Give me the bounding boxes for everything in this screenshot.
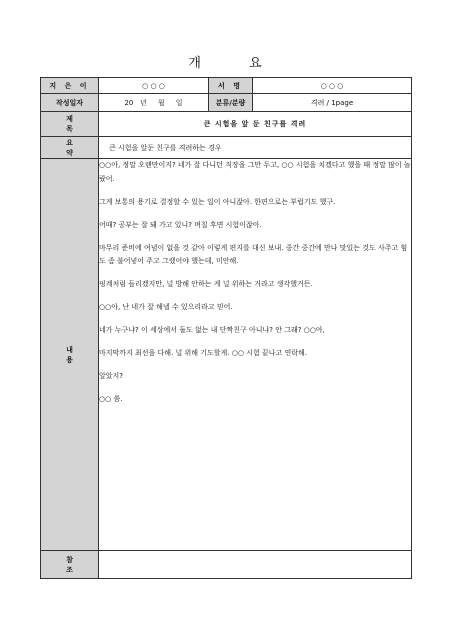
date-row	[41, 94, 412, 112]
summary-row	[41, 137, 412, 159]
subject-label: 제 목	[41, 112, 99, 137]
letter-paragraph: ○○아, 난 네가 잘 해낼 수 있으리라고 믿어.	[99, 303, 233, 311]
letter-paragraph: 어때? 공부는 잘 돼 가고 있니? 며칠 후면 시험이잖아.	[99, 220, 262, 229]
signature-label: 서 명	[209, 78, 253, 94]
overview-form	[40, 77, 412, 579]
content-label: 내 용	[41, 159, 99, 551]
letter-paragraph: ○○아, 정말 오랜만이지? 네가 잘 다니던 직장을 그만 두고, ○○ 시험을 치겠다고 했을 때 정말 많이 놀랐어.	[99, 161, 411, 183]
reference-value	[99, 551, 412, 579]
date-written-value: 20 년 월 일	[99, 94, 209, 112]
letter-paragraph: 핑계처럼 들리겠지만, 널 방해 안하는 게 널 위하는 거라고 생각했거든.	[99, 280, 313, 288]
category-label: 분류/분량	[209, 94, 253, 112]
subject-row	[41, 112, 412, 137]
subject-value: 큰 시험을 앞 둔 친구를 격려	[99, 112, 412, 137]
summary-label: 요 약	[41, 137, 99, 159]
letter-paragraph: 알았지?	[99, 372, 124, 380]
date-written-label: 작성일자	[41, 94, 99, 112]
author-value: ○ ○ ○	[99, 78, 209, 94]
category-value: 격려 / 1page	[253, 94, 412, 112]
letter-paragraph: 그게 보통의 용기로 결정할 수 있는 일이 아니잖아. 한편으로는 부럽기도 했구.	[99, 197, 336, 206]
summary-value: 큰 시험을 앞둔 친구를 격려하는 경우	[99, 137, 412, 159]
author-label: 지 은 이	[41, 78, 99, 94]
reference-label: 참 조	[41, 551, 99, 579]
letter-paragraph: ○○ 씀.	[99, 395, 123, 403]
page-title: 개 요	[188, 56, 284, 71]
content-row	[41, 159, 412, 551]
reference-row	[41, 551, 412, 579]
letter-paragraph: 마무리 준비에 여념이 없을 것 같아 이렇게 편지를 대신 보내. 중간 중간에 만나 맛있는 것도 사주고 힘도 좀 불어넣어 주고 그랬어야 했는데, 미안해.	[99, 243, 408, 265]
signature-value: ○ ○ ○	[253, 78, 412, 94]
letter-body	[99, 159, 412, 551]
letter-paragraph: 마지막까지 최선을 다해. 널 위해 기도할게. ○○ 시험 끝나고 연락해.	[99, 349, 307, 357]
letter-paragraph: 네가 누구냐? 이 세상에서 둘도 없는 내 단짝친구 아니냐? 안 그래? ○○아,	[99, 326, 325, 334]
author-row	[41, 78, 412, 94]
